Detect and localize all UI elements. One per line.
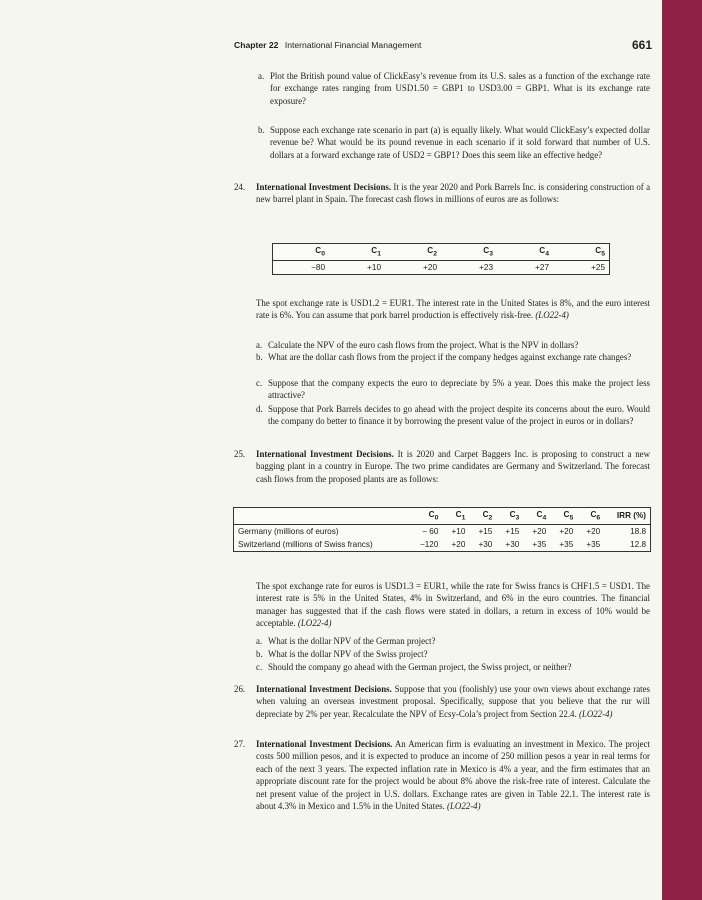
col-header: $C_4$ [536,510,547,522]
col-header: $C_3$ [509,510,520,522]
problem-24-intro [256,181,650,206]
table-row [234,538,650,551]
problem-25-part-a [256,635,650,647]
problem-25-part-c [256,661,650,673]
problem-24-number: 24. [234,182,246,192]
part-label: a. [258,71,265,81]
problem-text: The spot exchange rate is USD1.2 = EUR1. The interest rate in the United States is 8%, and the euro interest rate is 6%. You can assume that pork barrel production is effectively risk-free. [256,298,650,321]
problem-25-part-b [256,648,650,660]
row-label: Switzerland (millions of Swiss francs) [238,539,373,549]
problem-25-number: 25. [234,449,246,459]
part-label: b. [258,125,265,135]
problem-27-number: 27. [234,739,246,749]
part-label: b. [256,649,263,659]
problem-text: The spot exchange rate for euros is USD1.3 = EUR1, while the rate for Swiss francs is CHF1.5 = USD1. The interest rate is 5% in the United States, 4% in Switzerland, and 6% in the euro countries. The financial manager has suggested that if the cash flows were stated in dollars, a return in excess of 10% would be acceptable. [256,581,650,629]
cell: +35 [559,539,574,549]
problem-title: International Investment Decisions. [256,684,392,694]
problem-24-part-c [256,377,650,402]
col-header: $C_4$ [539,246,549,258]
table-row [273,260,609,274]
learning-objective: (LO22-4) [578,708,613,719]
running-header [234,40,652,54]
cell: +25 [591,262,605,272]
page-number: 661 [631,38,652,52]
problem-27-text [256,738,650,812]
problem-title: International Investment Decisions. [256,182,392,192]
cell: +23 [479,262,493,272]
cell: +27 [535,262,549,272]
row-label: Germany (millions of euros) [238,526,339,536]
cell: +10 [451,526,466,536]
problem-25-intro [256,448,650,485]
problem-text: It is the year 2020 and Pork Barrels Inc. is considering construction of a new barrel plant in Spain. The forecast cash flows in millions of euros are as follows: [256,182,651,205]
cell: +30 [478,539,493,549]
col-header: $C_0$ [315,246,325,258]
pork-barrels-cashflow-table [273,244,609,274]
col-header: $C_0$ [428,510,439,522]
part-text: Calculate the NPV of the euro cash flows from the project. What is the NPV in dollars? [268,340,579,350]
part-label: b. [256,352,263,362]
problem-24-part-d [256,403,650,428]
problem-24-part-b [256,351,650,363]
col-header: $C_6$ [590,510,601,522]
part-text: What is the dollar NPV of the Swiss project? [268,649,428,659]
irr-header: IRR (%) [616,511,646,521]
part-label: a. [256,340,263,350]
learning-objective: (LO22-4) [447,801,481,812]
col-header: $C_5$ [563,510,574,522]
chapter-label: Chapter 22 [234,40,279,50]
col-header: $C_1$ [371,246,381,258]
part-text: Suppose that the company expects the euro to depreciate by 5% a year. Does this make the project less attractive? [268,378,650,401]
part-text: Plot the British pound value of ClickEasy’s revenue from its U.S. sales as a function of the exchange rate for exchange rates ranging from USD1.50 = GBP1 to USD3.00 = GBP1. What is its exchange rate exposure? [270,71,650,106]
learning-objective: (LO22-4) [297,618,332,629]
cell: +30 [505,539,520,549]
row-label-header [234,508,410,524]
problem-24-body [256,297,650,322]
part-text: What are the dollar cash flows from the project if the company hedges against exchange rate changes? [268,352,632,362]
part-label: d. [256,404,263,414]
part-label: a. [256,636,263,646]
part-text: Should the company go ahead with the German project, the Swiss project, or neither? [268,662,572,672]
problem-text: It is 2020 and Carpet Baggers Inc. is proposing to construct a new bagging plant in a country in Europe. The two prime candidates are Germany and Switzerland. The forecast cash flows from the proposed plants are as follows: [256,449,651,484]
cell: +20 [559,526,574,536]
col-header: $C_1$ [455,510,466,522]
table-row [234,524,650,538]
cell: +35 [586,539,601,549]
page-edge-band [662,0,702,900]
problem-text: An American firm is evaluating an investment in Mexico. The project costs 500 million pesos, and it is expected to produce an income of 250 million pesos a year in real terms for each of the next 3 years. The expected inflation rate in Mexico is 4% a year, and the firm estimates that an appropriate discount rate for the project would be about 8% above the risk-free rate of interest. Calculate the net present value of the project in U.S. dollars. Exchange rates are given in Table 22.1. The interest rate is about 4.3% in Mexico and 1.5% in the United States. [256,739,650,812]
cell: +15 [505,526,520,536]
learning-objective: (LO22-4) [535,310,569,321]
cell: −120 [419,539,439,549]
cell: +20 [423,262,437,272]
cell: − 60 [422,526,439,536]
part-text: What is the dollar NPV of the German project? [268,636,436,646]
problem-26-text [256,683,650,720]
irr-cell: 18.8 [630,526,646,536]
cell: +15 [478,526,493,536]
chapter-title: International Financial Management [284,40,422,50]
irr-cell: 12.8 [630,539,646,549]
part-label: c. [256,378,263,388]
carpet-baggers-cashflow-table [234,508,650,551]
col-header: $C_5$ [595,246,605,258]
part-text: Suppose that Pork Barrels decides to go ahead with the project despite its concerns about the euro. Would the company do better to finance it by borrowing the present value of the project in euros or in dollars? [268,404,650,427]
part-text: Suppose each exchange rate scenario in part (a) is equally likely. What would ClickEasy’s expected dollar revenue be? What would be its pound revenue in each scenario if it sold forward that number of U.S. dollars at a forward exchange rate of USD2 = GBP1? Does this seem like an effective hedge? [270,125,650,160]
problem-text: Suppose that you (foolishly) use your own views about exchange rates when valuing an overseas investment proposal. Specifically, suppose that you believe that the rur will depreciate by 2% per year. Recalculate the NPV of Ecsy-Cola’s project from Section 22.4. [256,684,650,719]
problem-23-part-a [258,70,650,107]
part-label: c. [256,662,263,672]
problem-title: International Investment Decisions. [256,449,394,459]
col-header: $C_2$ [427,246,437,258]
cell: +20 [451,539,466,549]
cell: −80 [311,262,325,272]
problem-23-part-b [258,124,650,161]
problem-title: International Investment Decisions. [256,739,393,749]
cell: +35 [532,539,547,549]
cell: +20 [532,526,547,536]
col-header: $C_2$ [482,510,493,522]
col-header: $C_3$ [483,246,493,258]
problem-25-body [256,580,650,630]
problem-24-part-a [256,339,650,351]
cell: +20 [586,526,601,536]
cell: +10 [367,262,381,272]
problem-26-number: 26. [234,684,246,694]
